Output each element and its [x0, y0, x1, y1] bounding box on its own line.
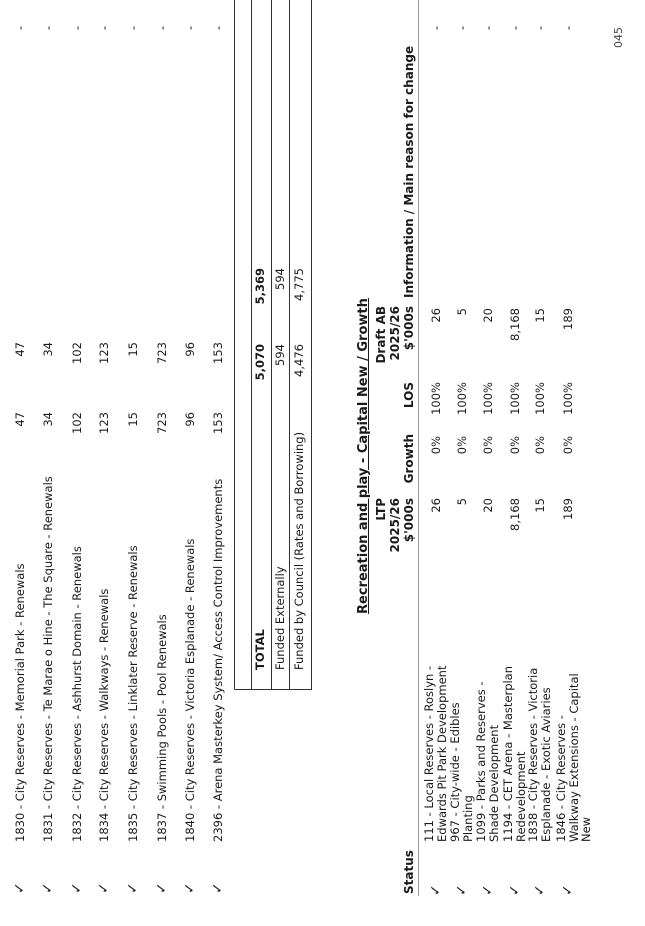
table-row [526, 0, 557, 926]
row-description: 111 - Local Reserves - Roslyn - Edwards Pit Park Development [422, 665, 449, 842]
check-icon: ✓ [96, 882, 112, 894]
total-label: Funded Externally [273, 566, 287, 670]
check-icon: ✓ [182, 882, 198, 894]
table-row [93, 0, 115, 926]
info-value: - [429, 25, 443, 30]
ltp-value: 26 [429, 498, 443, 513]
table-row [151, 0, 173, 926]
draft-header-1: Draft AB [374, 306, 388, 364]
ltp-value: 5 [455, 498, 469, 506]
draft-value: 96 [183, 342, 197, 357]
ltp-value: 102 [70, 412, 84, 434]
row-description: 1846 - City Reserves - Walkway Extensions - Capital New [554, 673, 593, 842]
ltp-value: 123 [97, 412, 111, 434]
status-header: Status [402, 850, 416, 894]
ltp-value: 96 [183, 412, 197, 427]
draft-value: 15 [533, 308, 547, 323]
ltp-header-1: LTP [374, 498, 388, 521]
row-description: 1194 - CET Arena - Masterplan Redevelopment [501, 665, 528, 842]
draft-value: 189 [561, 308, 575, 330]
los-value: 100% [561, 382, 575, 415]
check-icon: ✓ [210, 882, 226, 894]
check-icon: ✓ [507, 884, 523, 896]
ltp-value: 723 [155, 412, 169, 434]
info-value: - [41, 25, 55, 30]
row-description: 1830 - City Reserves - Memorial Park - Renewals [13, 563, 27, 842]
draft-value: 102 [70, 342, 84, 364]
los-value: 100% [429, 382, 443, 415]
ltp-value: 15 [533, 498, 547, 513]
total-label: Funded by Council (Rates and Borrowing) [292, 431, 306, 670]
ltp-header-3: $'000s [402, 498, 416, 543]
ltp-value: 20 [481, 498, 495, 513]
ltp-value: 153 [211, 412, 225, 434]
los-value: 100% [533, 382, 547, 415]
row-description: 1840 - City Reserves - Victoria Esplanade - Renewals [183, 538, 197, 842]
info-value: - [455, 25, 469, 30]
growth-header: Growth [402, 434, 416, 484]
ltp-value: 47 [13, 412, 27, 427]
table-row [9, 0, 31, 926]
ltp-total: 5,070 [253, 344, 267, 381]
draft-value: 8,168 [508, 308, 522, 341]
draft-header-2: 2025/26 [388, 306, 402, 361]
info-value: - [211, 25, 225, 30]
growth-value: 0% [481, 436, 495, 455]
draft-value: 5 [455, 308, 469, 316]
check-icon: ✓ [40, 882, 56, 894]
row-description: 967 - City-wide - Edibles Planting [448, 702, 475, 842]
row-description: 1835 - City Reserves - Linklater Reserve - Renewals [126, 545, 140, 842]
draft-total: 4,775 [292, 268, 306, 301]
table-row [37, 0, 59, 926]
info-value: - [97, 25, 111, 30]
draft-header-3: $'000s [402, 306, 416, 351]
ltp-value: 15 [126, 412, 140, 427]
los-value: 100% [455, 382, 469, 415]
table-row [66, 0, 88, 926]
section-title: Recreation and play - Capital New / Growth [356, 298, 371, 614]
ltp-value: 34 [41, 412, 55, 427]
totals-top-border [234, 0, 235, 690]
draft-total: 5,369 [253, 268, 267, 305]
check-icon: ✓ [560, 884, 576, 896]
draft-value: 723 [155, 342, 169, 364]
draft-total: 594 [273, 268, 287, 290]
info-value: - [508, 25, 522, 30]
check-icon: ✓ [454, 884, 470, 896]
ltp-total: 4,476 [292, 344, 306, 377]
info-value: - [481, 25, 495, 30]
growth-value: 0% [561, 436, 575, 455]
ltp-header-2: 2025/26 [388, 498, 402, 553]
total-label: TOTAL [253, 629, 267, 670]
check-icon: ✓ [532, 884, 548, 896]
table-row [207, 0, 229, 926]
check-icon: ✓ [125, 882, 141, 894]
growth-value: 0% [455, 436, 469, 455]
row-description: 1099 - Parks and Reserves - Shade Development [474, 681, 501, 842]
los-header: LOS [402, 382, 416, 409]
row-description: 1837 - Swimming Pools - Pool Renewals [155, 614, 169, 842]
info-value: - [533, 25, 547, 30]
info-value: - [155, 25, 169, 30]
row-description: 1832 - City Reserves - Ashhurst Domain - Renewals [70, 546, 84, 842]
growth-value: 0% [508, 436, 522, 455]
draft-value: 26 [429, 308, 443, 323]
check-icon: ✓ [428, 884, 444, 896]
page-number: 045 [612, 27, 625, 48]
draft-value: 15 [126, 342, 140, 357]
info-value: - [13, 25, 27, 30]
row-description: 1834 - City Reserves - Walkways - Renewals [97, 588, 111, 842]
draft-value: 153 [211, 342, 225, 364]
header-underline [418, 0, 419, 896]
growth-value: 0% [429, 436, 443, 455]
check-icon: ✓ [154, 882, 170, 894]
draft-value: 47 [13, 342, 27, 357]
row-description: 2396 - Arena Masterkey System/ Access Control Improvements [211, 478, 225, 842]
info-value: - [70, 25, 84, 30]
growth-value: 0% [533, 436, 547, 455]
table-row [179, 0, 201, 926]
table-row [122, 0, 144, 926]
row-description: 1831 - City Reserves - Te Marae o Hine - The Square - Renewals [41, 476, 55, 842]
los-value: 100% [508, 382, 522, 415]
info-value: - [561, 25, 575, 30]
totals-bottom-border [311, 0, 312, 690]
total-row [249, 0, 271, 926]
check-icon: ✓ [12, 882, 28, 894]
los-value: 100% [481, 382, 495, 415]
ltp-total: 594 [273, 344, 287, 366]
info-value: - [183, 25, 197, 30]
ltp-value: 8,168 [508, 498, 522, 531]
draft-value: 20 [481, 308, 495, 323]
info-value: - [126, 25, 140, 30]
total-row [288, 0, 310, 926]
check-icon: ✓ [480, 884, 496, 896]
draft-value: 123 [97, 342, 111, 364]
check-icon: ✓ [69, 882, 85, 894]
ltp-value: 189 [561, 498, 575, 520]
row-description: 1838 - City Reserves - Victoria Esplanade - Exotic Aviaries [526, 667, 553, 842]
info-header: Information / Main reason for change [402, 45, 416, 298]
draft-value: 34 [41, 342, 55, 357]
table-row [554, 0, 593, 926]
